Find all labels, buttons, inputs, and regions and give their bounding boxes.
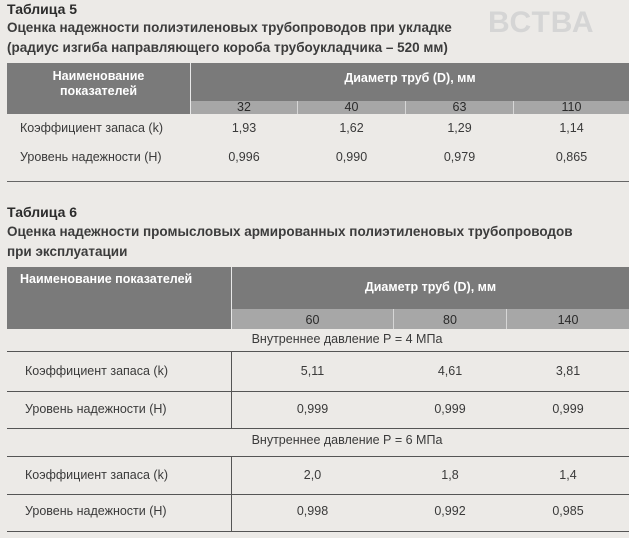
table5-title: Таблица 5 [7, 1, 78, 17]
table5-row2-value: 0,996 [228, 150, 260, 164]
table6-subtitle-line1: Оценка надежности промысловых армированных полиэтиленовых трубопроводов [7, 224, 573, 239]
table6-s1-row1-value: 5,11 [300, 364, 325, 378]
table6-diameter-80: 80 [443, 313, 457, 327]
table6-title: Таблица 6 [7, 204, 78, 220]
table5-row2-value: 0,979 [443, 150, 476, 164]
table5-subtitle-line2: (радиус изгиба направляющего короба трубоукладчика – 520 мм) [7, 40, 448, 55]
table5-row2-label: Уровень надежности (Н) [20, 150, 162, 164]
table5-row1-label: Коэффициент запаса (k) [20, 121, 164, 135]
table5-row1-value: 1,93 [231, 121, 257, 135]
table6-s2-row2-value: 0,998 [296, 504, 329, 518]
table6-s2-row1-value: 1,4 [559, 468, 577, 482]
table6-s1-row1-value: 4,61 [437, 364, 463, 378]
table5-row1-value: 1,29 [447, 121, 472, 135]
table6-s1-row2-label: Уровень надежности (Н) [25, 402, 167, 416]
table6-s1-row2-value: 0,999 [552, 402, 584, 416]
table6-diameter-60: 60 [305, 313, 320, 327]
table6-header-left: Наименование показателей [20, 272, 193, 286]
table6-subtitle-line2: при эксплуатации [7, 244, 128, 259]
table6-s2-row2-label: Уровень надежности (Н) [25, 504, 167, 518]
table5-header-left-cell [7, 101, 190, 114]
table6-s1-row2-value: 0,999 [296, 402, 329, 416]
table6-s2-row2-value: 0,985 [552, 504, 584, 518]
table6-s2-row1-value: 2,0 [303, 468, 322, 482]
table5-row2-value: 0,865 [555, 150, 588, 164]
table5-diameter-63: 63 [452, 100, 467, 114]
table5-bottom-rule [7, 181, 629, 182]
table6-diameter-140: 140 [557, 313, 579, 327]
table6-section1-pressure: Внутреннее давление Р = 4 МПа [251, 332, 443, 346]
table5-header-right: Диаметр труб (D), мм [344, 71, 476, 85]
table6-section2-pressure: Внутреннее давление Р = 6 МПа [251, 433, 443, 447]
table6-s1-row1-label: Коэффициент запаса (k) [25, 364, 169, 378]
table5-row1-value: 1,62 [339, 121, 364, 135]
table6-s1-row1-value: 3,81 [555, 364, 581, 378]
table5-header-left-line1: Наименование [52, 69, 145, 83]
table6-s1-row2-value: 0,999 [434, 402, 466, 416]
table6-s2-row1-value: 1,8 [441, 468, 459, 482]
table5-row2-value: 0,990 [335, 150, 368, 164]
table5-diameter-32: 32 [237, 100, 251, 114]
table6-s2-row1-label: Коэффициент запаса (k) [25, 468, 169, 482]
table5-diameter-40: 40 [344, 100, 359, 114]
table6-s2-row2-value: 0,992 [434, 504, 466, 518]
table6-header-right: Диаметр труб (D), мм [364, 280, 497, 294]
background-ghost-text: ВСТВА [488, 6, 595, 39]
table5-subtitle-line1: Оценка надежности полиэтиленовых трубопроводов при укладке [7, 20, 452, 35]
table5-diameter-110: 110 [561, 100, 582, 114]
table5-header-left-line2: показателей [59, 84, 138, 98]
table6-header-left-cell [7, 309, 231, 329]
table5-header-left [7, 69, 190, 99]
table5-row1-value: 1,14 [559, 121, 584, 135]
